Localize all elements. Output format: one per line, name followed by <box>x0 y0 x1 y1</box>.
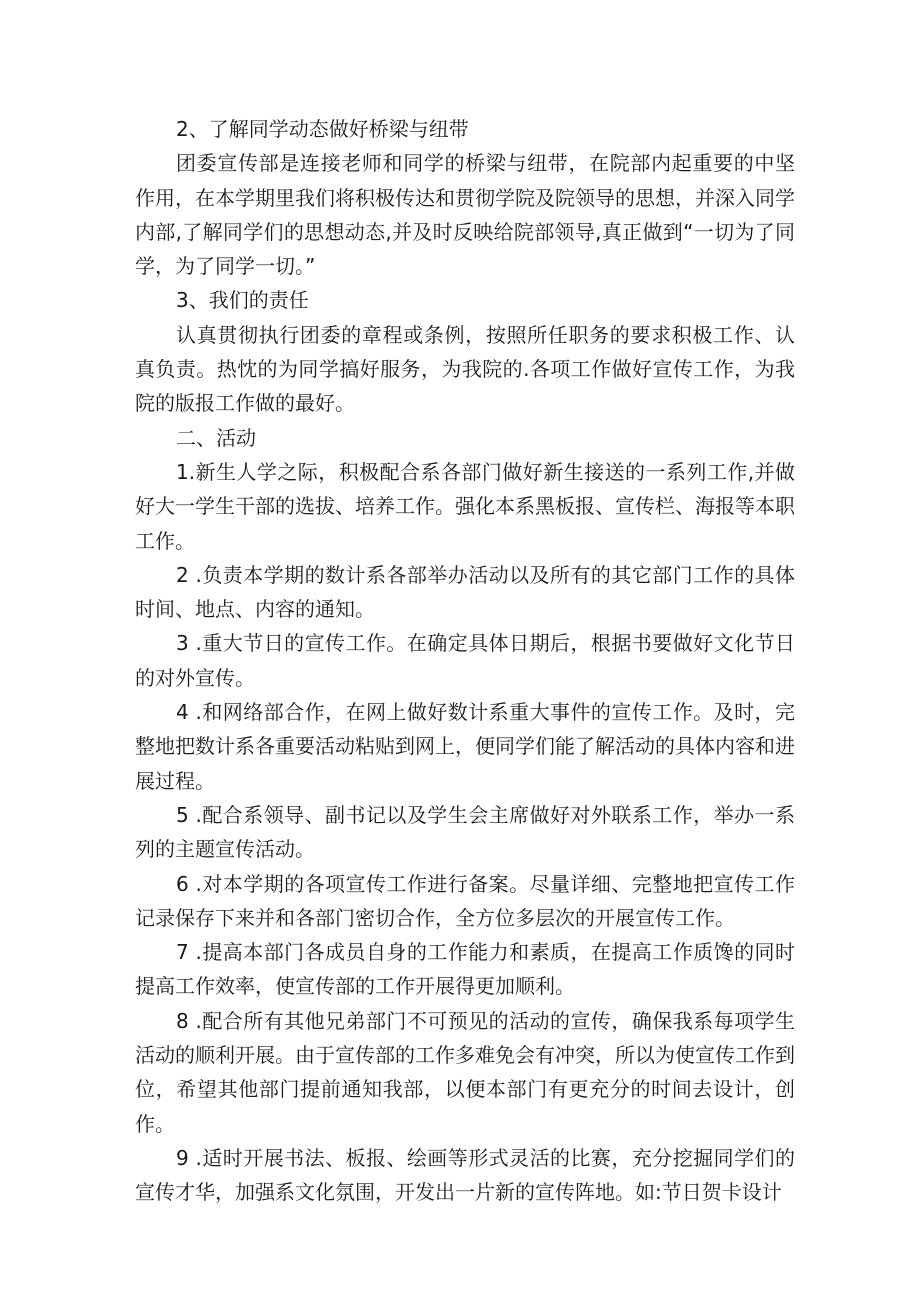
paragraph-bridge-role: 团委宣传部是连接老师和同学的桥梁与纽带，在院部内起重要的中坚作用，在本学期里我们将积极传达和贯彻学院及院领导的思想，并深入同学内部,了解同学们的思想动态,并及时反映给院部领导,真正做到“一切为了同学，为了同学一切。” <box>135 151 795 279</box>
activity-item-9: 9 .适时开展书法、板报、绘画等形式灵活的比赛，充分挖掘同学们的宣传才华，加强系文化氛围，开发出一片新的宣传阵地。如:节日贺卡设计 <box>135 1145 795 1205</box>
activity-item-6: 6 .对本学期的各项宣传工作进行备案。尽量详细、完整地把宣传工作记录保存下来并和各部门密切合作，全方位多层次的开展宣传工作。 <box>135 871 795 930</box>
activity-item-5: 5 .配合系领导、副书记以及学生会主席做好对外联系工作，举办一系列的主题宣传活动。 <box>135 802 795 862</box>
activity-item-4: 4 .和网络部合作，在网上做好数计系重大事件的宣传工作。及时，完整地把数计系各重要活动粘贴到网上，便同学们能了解活动的具体内容和进展过程。 <box>135 700 795 793</box>
activity-item-3: 3 .重大节日的宣传工作。在确定具体日期后，根据书要做好文化节日的对外宣传。 <box>135 631 795 690</box>
section-heading-responsibility: 3、我们的责任 <box>176 288 309 313</box>
paragraph-responsibility: 认真贯彻执行团委的章程或条例，按照所任职务的要求积极工作、认真负责。热忱的为同学搞好服务，为我院的.各项工作做好宣传工作，为我院的版报工作做的最好。 <box>135 322 795 416</box>
section-heading-bridge: 2、了解同学动态做好桥梁与纽带 <box>176 117 469 141</box>
activity-item-2: 2 .负责本学期的数计系各部举办活动以及所有的其它部门工作的具体时间、地点、内容的通知。 <box>135 562 795 622</box>
document-body <box>135 112 795 1210</box>
activity-item-7: 7 .提高本部门各成员自身的工作能力和素质，在提高工作质馋的同时提高工作效率，使宣传部的工作开展得更加顺利。 <box>135 940 795 999</box>
activity-item-8: 8 .配合所有其他兄弟部门不可预见的活动的宣传，确保我系每项学生活动的顺利开展。由于宣传部的工作多难免会有冲突，所以为使宣传工作到位，希望其他部门提前通知我部，以便本部门有更充分的时间去设计，创作。 <box>135 1008 795 1136</box>
activity-item-1: 1.新生人学之际，积极配合系各部门做好新生接送的一系列工作,并做好大一学生干部的选拔、培养工作。强化本系黑板报、宣传栏、海报等本职工作。 <box>135 459 795 553</box>
section-heading-activities: 二、活动 <box>176 425 256 450</box>
